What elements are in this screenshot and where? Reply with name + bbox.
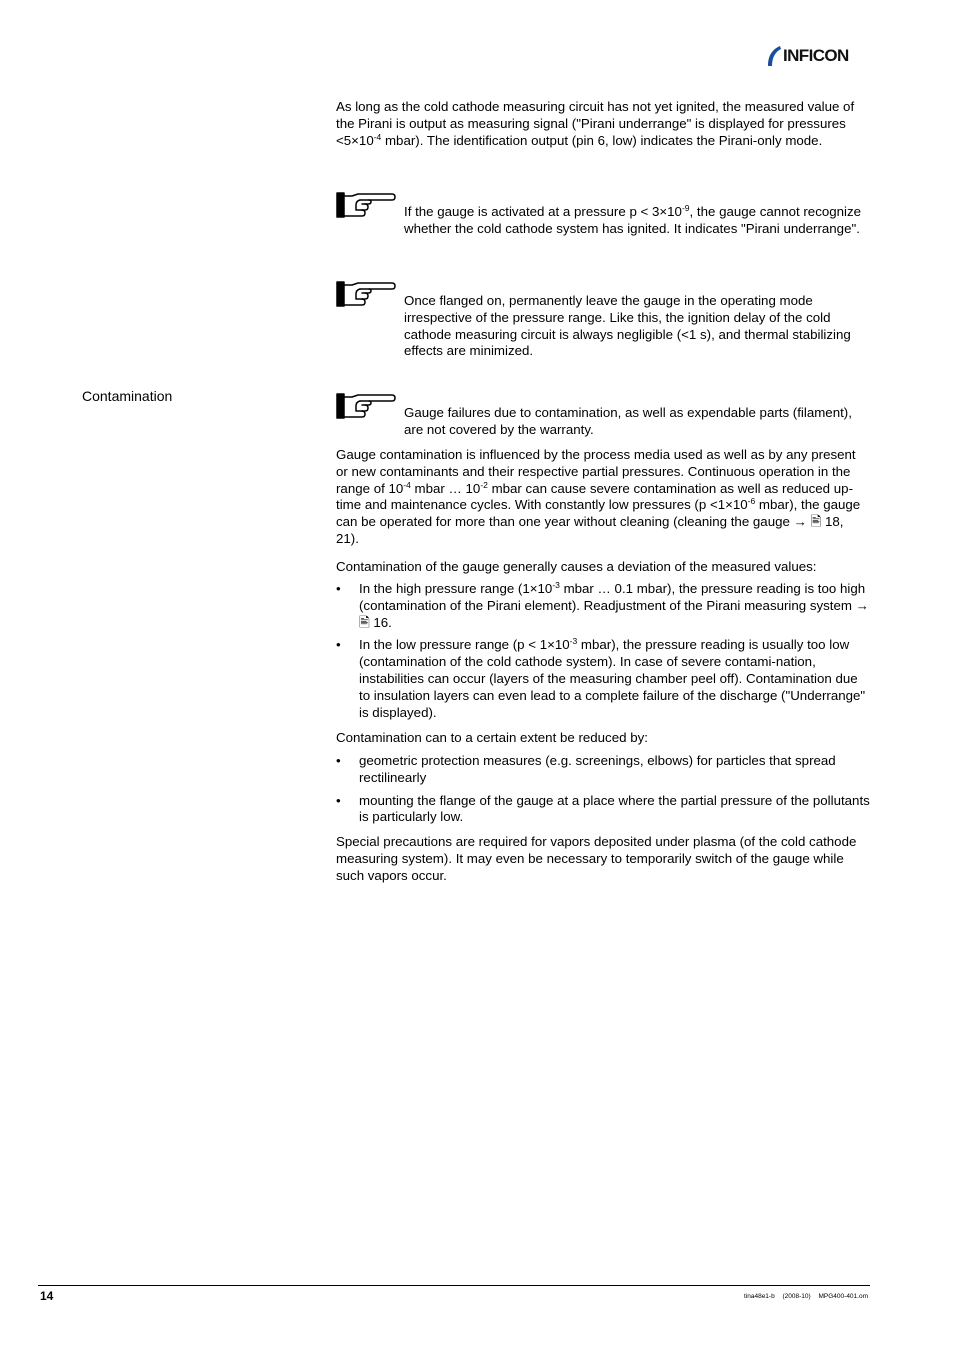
contamination-paragraph-4: Special precautions are required for vapors deposited under plasma (of the cold cathode measuring system). It may even be necessary to temporarily switch of the gauge while such vapors occur. [336, 834, 857, 883]
inficon-logo-icon [766, 45, 782, 67]
note-warranty: Gauge failures due to contamination, as well as expendable parts (filament), are not covered by the warranty. [404, 405, 852, 437]
pointing-hand-icon [336, 191, 396, 219]
document-reference: tina48e1-b (2008-10) MPG400-401.om [743, 1293, 868, 1300]
contamination-paragraph-2: Contamination of the gauge generally causes a deviation of the measured values: [336, 559, 817, 574]
bullet: • [336, 792, 341, 808]
contamination-paragraph-3: Contamination can to a certain extent be reduced by: [336, 730, 648, 745]
note-pressure-activation: If the gauge is activated at a pressure $p < 3\times 10^{-9}$, the gauge cannot recognize whether the cold cathode system has ignited. It indicates "Pirani underrange". [404, 203, 862, 236]
inficon-logo [766, 44, 849, 68]
section-label-contamination: Contamination [82, 388, 173, 404]
pointing-hand-icon [336, 280, 396, 308]
footer-divider [38, 1285, 870, 1286]
list-item: • geometric protection measures (e.g. screenings, elbows) for particles that spread rectilinearly [336, 753, 836, 785]
list-item: • mounting the flange of the gauge at a place where the partial pressure of the pollutants is particularly low. [336, 792, 870, 825]
deviation-list [336, 581, 870, 727]
intro-paragraph: As long as the cold cathode measuring circuit has not yet ignited, the measured value of the Pirani is output as measuring signal ("Pirani underrange" is displayed for pressures $<5\times 10^{-4}$ mbar). The identification output (pin 6, low) indicates the Pirani-only mode. [336, 99, 855, 148]
pointing-hand-icon [336, 392, 396, 420]
note-operating-mode: Once flanged on, permanently leave the gauge in the operating mode irrespective of the pressure range. Like this, the ignition delay of the cold cathode measuring circuit is always negligible (<1 s), and thermal stabilizing effects are minimized. [404, 293, 851, 359]
bullet: • [336, 637, 341, 653]
logo-text: INFICON [783, 46, 849, 65]
list-item: • In the high pressure range ($1\times 10^{-3}$ mbar … 0.1 mbar), the pressure reading is too high (contamination of the Pirani element). Readjustment of the Pirani measuring system → 🖹 16. [336, 580, 869, 630]
list-item: • In the low pressure range ($p < 1\times 10^{-3}$ mbar), the pressure reading is usually too low (contamination of the cold cathode system). In case of severe contami-nation, instabilities can occur (layers of the measuring chamber peel off). Contamination due to insulation layers can even lead to a complete failure of the discharge ("Underrange" is displayed). [336, 636, 866, 720]
bullet: • [336, 581, 341, 596]
contamination-paragraph-1: Gauge contamination is influenced by the process media used as well as by any present or new contaminants and their respective partial pressures. Continuous operation in the range of $10^{-4}$ mbar … $10^{-2}$ mbar can cause severe contamination as well as reduced up-time and maintenance cycles. With constantly low pressures ($p <1\times 10^{-6}$ mbar), the gauge can be operated for more than one year without cleaning (cleaning the gauge → 🖹 18, 21). [336, 447, 861, 546]
bullet: • [336, 753, 341, 768]
page-number: 14 [40, 1289, 54, 1303]
reduction-list [336, 753, 870, 832]
